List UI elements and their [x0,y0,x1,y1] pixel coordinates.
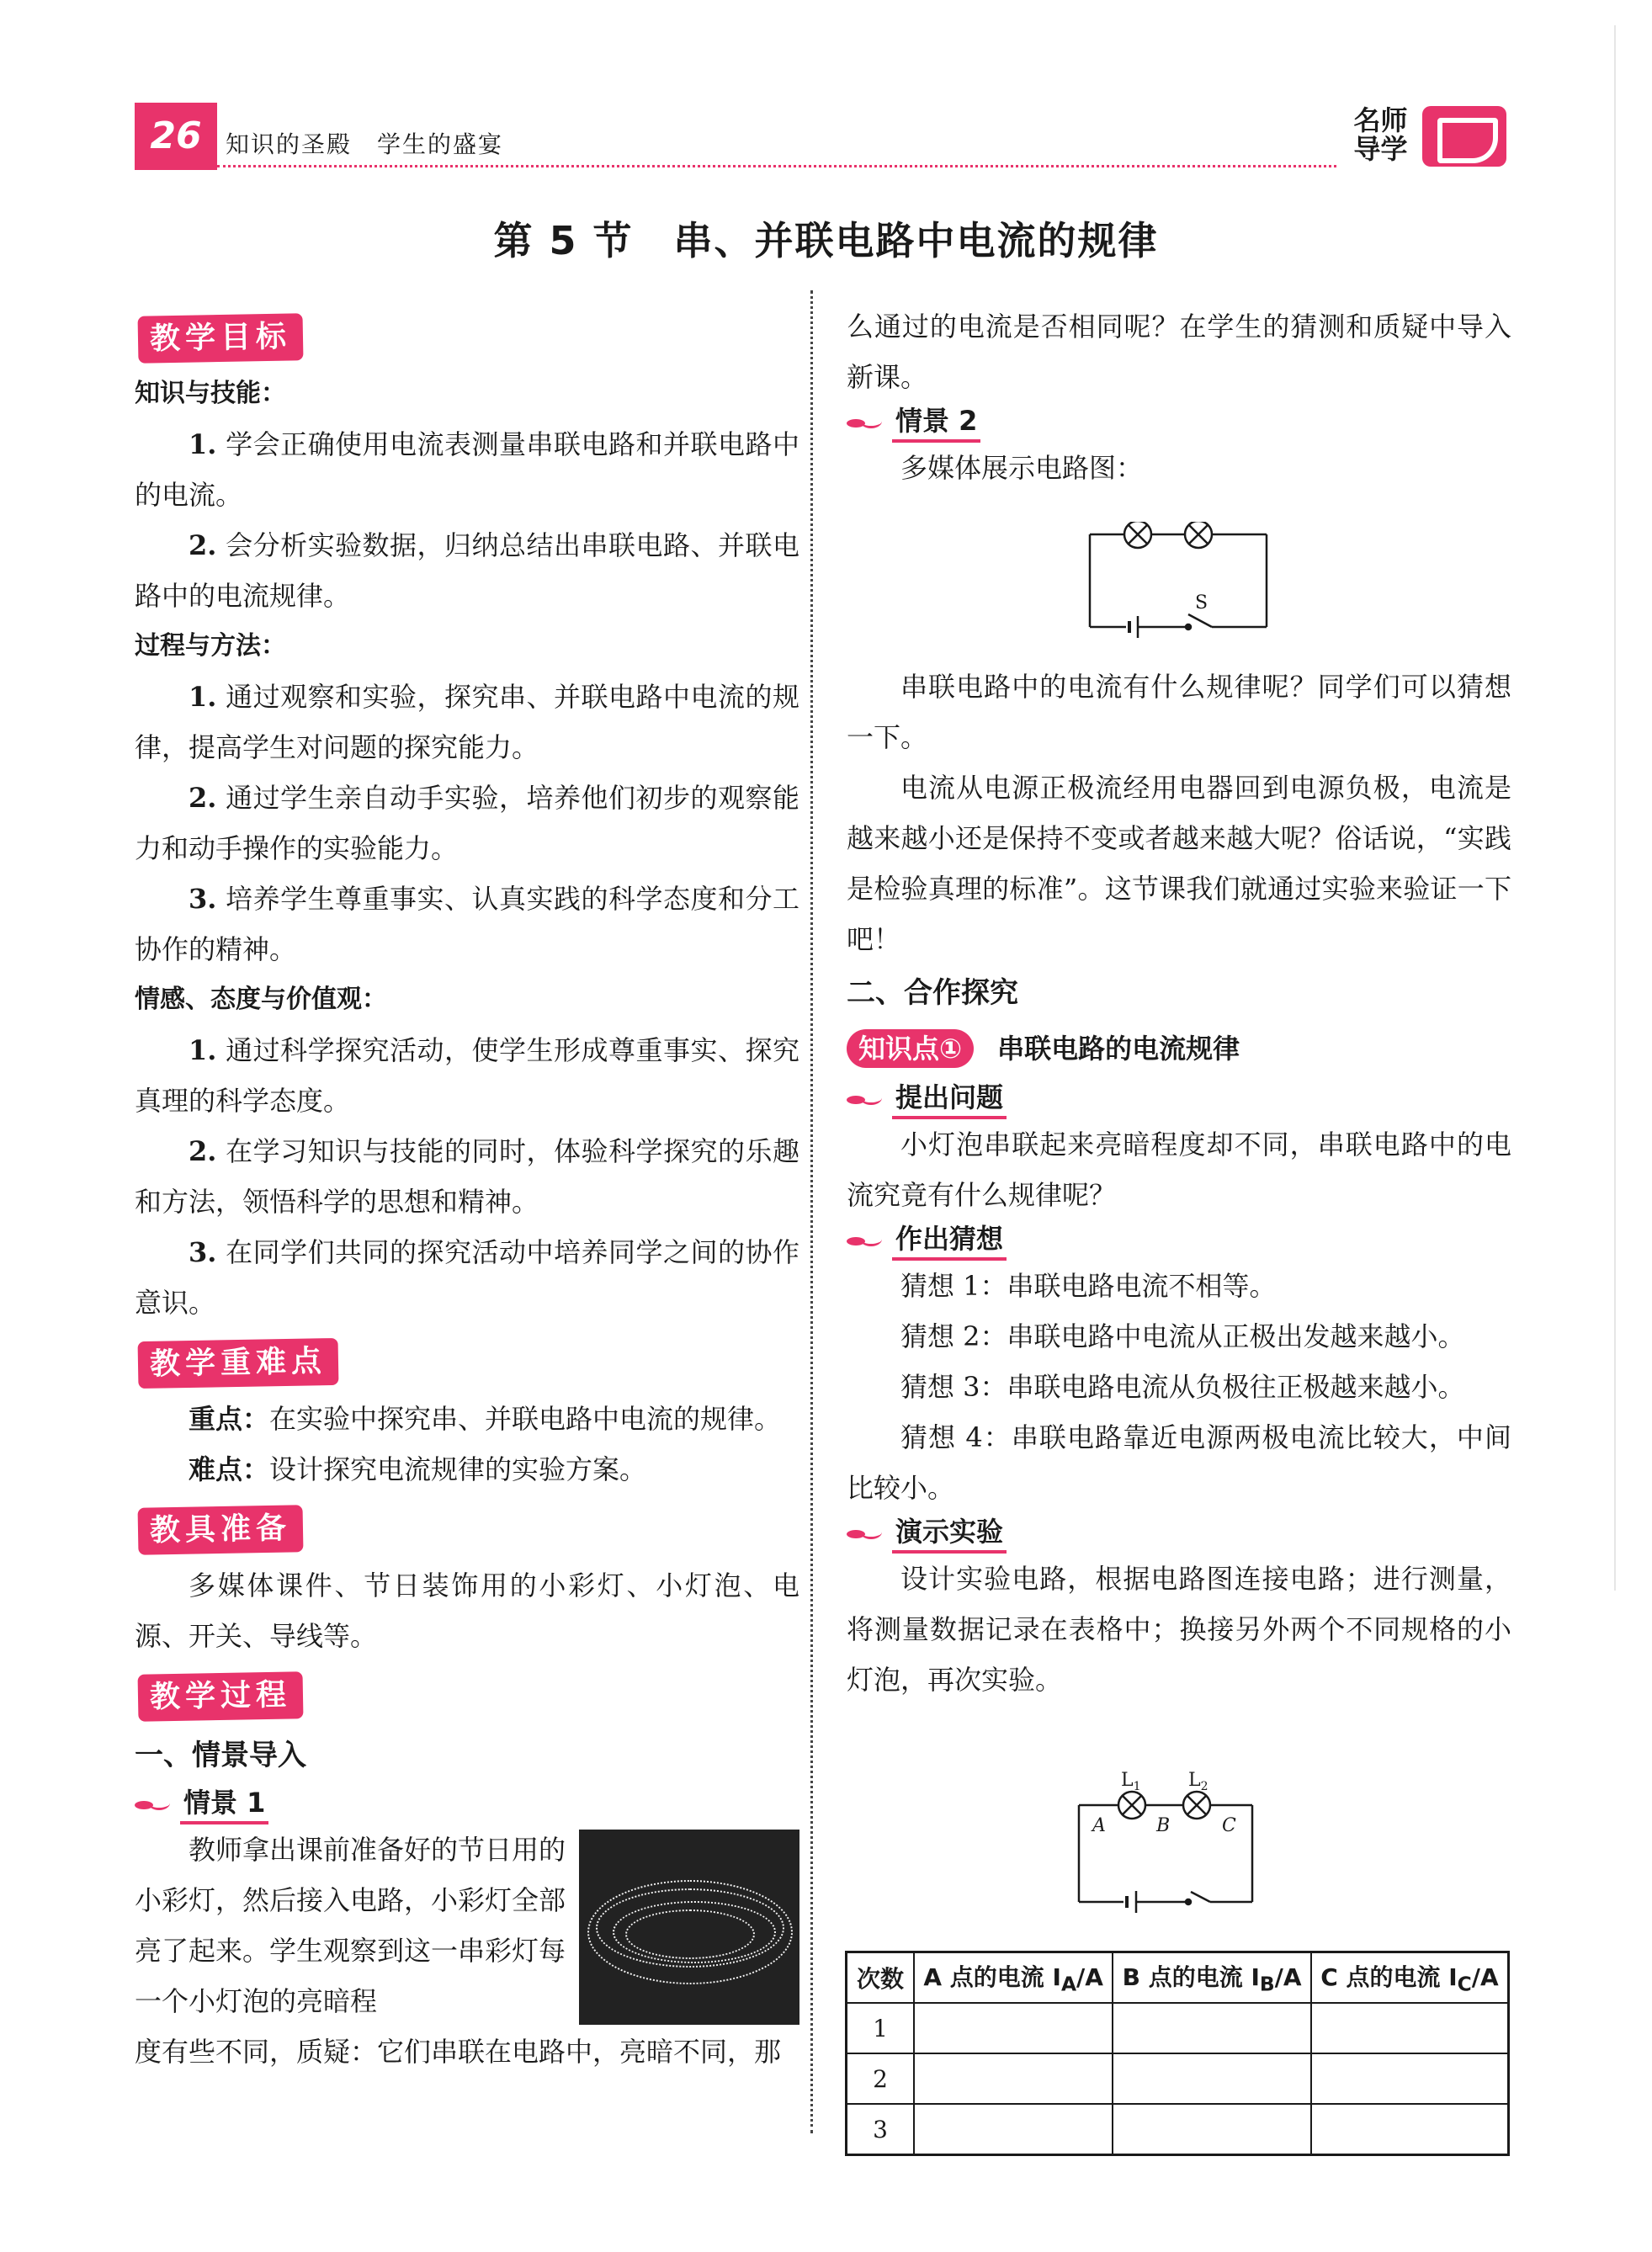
tools-banner: 教具准备 [138,1505,304,1554]
guess-4: 猜想 4：串联电路靠近电源两极电流比较大，中间比较小。 [847,1421,1511,1504]
question-text: 串联电路中的电流有什么规律呢？同学们可以猜想一下。 [847,671,1511,753]
table-row [847,2003,1509,2053]
knowledge-point-badge: 知识点① [847,1029,974,1068]
guess-label: 作出猜想 [847,1220,1511,1261]
guess-2: 猜想 2：串联电路中电流从正极出发越来越小。 [900,1320,1465,1352]
brand-line-2: 导学 [1353,133,1408,165]
series-circuit-diagram [1077,522,1279,640]
knowledge-item-2: 2. 会分析实验数据，归纳总结出串联电路、并联电路中的电流规律。 [135,529,799,612]
scene-1-block [135,1824,799,2026]
table-cell [1311,2053,1509,2104]
tools-text: 多媒体课件、节日装饰用的小彩灯、小灯泡、电源、开关、导线等。 [135,1569,799,1652]
continuation-text: 么通过的电流是否相同呢？在学生的猜测和质疑中导入新课。 [847,311,1511,393]
demo-text: 设计实验电路，根据电路图连接电路；进行测量，将测量数据记录在表格中；换接另外两个不同规格的小灯泡，再次实验。 [847,1563,1511,1696]
guess-3: 猜想 3：串联电路电流从负极往正极越来越小。 [900,1371,1465,1403]
scene-icon [847,1091,884,1107]
scene-2-text: 多媒体展示电路图： [900,452,1144,484]
lamp-l1-label: $L_1$ [1121,1770,1141,1793]
process-item-2: 2. 通过学生亲自动手实验，培养他们初步的观察能力和动手操作的实验能力。 [135,782,799,864]
cooperation-title: 二、合作探究 [847,976,1018,1010]
knowledge-point-row [847,1023,1511,1074]
goals-banner: 教学目标 [138,313,304,363]
key-point: 重点：在实验中探究串、并联电路中电流的规律。 [189,1403,782,1435]
process-item-3: 3. 培养学生尊重事实、认真实践的科学态度和分工协作的精神。 [135,883,799,965]
right-column [847,301,1511,1705]
col-header-a: A 点的电流 $I_A/A$ [914,1952,1113,2004]
question-text-2: 电流从电源正极流经用电器回到电源负极，电流是越来越小还是保持不变或者越来越大呢？俗话说，“实践是检验真理的标准”。这节课我们就通过实验来验证一下吧！ [847,772,1511,955]
brand-line-1: 名师 [1353,104,1408,136]
scene-1-text: 教师拿出课前准备好的节日用的小彩灯，然后接入电路，小彩灯全部亮了起来。学生观察到这一串彩灯每一个小灯泡的亮暗程 [135,1834,566,2017]
table-header-row [847,1952,1509,2004]
measurement-circuit-diagram [1069,1767,1262,1915]
col-header-trial: 次数 [847,1952,915,2004]
left-column [135,303,799,2077]
scene-icon [847,414,884,431]
ask-text: 小灯泡串联起来亮暗程度却不同，串联电路中的电流究竟有什么规律呢？ [847,1129,1511,1211]
point-c-label: C [1222,1815,1236,1836]
table-cell [1113,2053,1311,2104]
scene-icon [847,1525,884,1542]
knowledge-item-1: 1. 学会正确使用电流表测量串联电路和并联电路中的电流。 [135,428,799,511]
ask-label: 提出问题 [847,1079,1511,1119]
string-lights-photo [579,1830,799,2025]
col-header-b: B 点的电流 $I_B/A$ [1113,1952,1311,2004]
table-cell [914,2104,1113,2155]
header-divider [217,165,1336,167]
column-divider [810,290,813,2133]
point-b-label: B [1156,1815,1171,1836]
scene-icon [135,1796,172,1813]
header-motto: 知识的圣殿 学生的盛宴 [226,130,504,158]
table-cell [914,2053,1113,2104]
emotion-item-3: 3. 在同学们共同的探究活动中培养同学之间的协作意识。 [135,1236,799,1319]
page-number: 26 [135,103,217,170]
section-title: 第 5 节 串、并联电路中电流的规律 [493,218,1159,263]
table-cell [914,2003,1113,2053]
table-row [847,2104,1509,2155]
emotion-heading: 情感、态度与价值观： [135,985,387,1014]
table-row [847,2053,1509,2104]
brand-logo-icon [1422,106,1506,167]
scene-1-text-tail: 度有些不同，质疑：它们串联在电路中，亮暗不同，那 [135,2036,782,2068]
scene-2-label: 情景 2 [847,402,1511,443]
point-a-label: A [1092,1815,1106,1836]
process-heading: 过程与方法： [135,631,286,661]
difficult-point: 难点：设计探究电流规律的实验方案。 [189,1453,647,1485]
key-points-banner: 教学重难点 [138,1338,339,1389]
knowledge-point-title: 串联电路的电流规律 [997,1033,1240,1065]
table-cell [1311,2104,1509,2155]
trial-number: 2 [847,2053,915,2104]
intro-title: 一、情景导入 [135,1739,306,1772]
trial-number: 3 [847,2104,915,2155]
lamp-l2-label: $L_2$ [1188,1770,1208,1793]
guess-1: 猜想 1：串联电路电流不相等。 [900,1270,1277,1302]
emotion-item-2: 2. 在学习知识与技能的同时，体验科学探究的乐趣和方法，领悟科学的思想和精神。 [135,1135,799,1218]
col-header-c: C 点的电流 $I_C/A$ [1311,1952,1509,2004]
emotion-item-1: 1. 通过科学探究活动，使学生形成尊重事实、探究真理的科学态度。 [135,1034,799,1117]
current-data-table [845,1951,1510,2156]
brand-logo-text [1345,106,1416,163]
trial-number: 1 [847,2003,915,2053]
scene-1-label: 情景 1 [135,1784,799,1824]
knowledge-heading: 知识与技能： [135,379,286,408]
scene-icon [847,1232,884,1249]
switch-label: S [1195,592,1208,613]
process-banner: 教学过程 [138,1671,304,1721]
process-item-1: 1. 通过观察和实验，探究串、并联电路中电流的规律，提高学生对问题的探究能力。 [135,681,799,763]
table-cell [1113,2104,1311,2155]
demo-label: 演示实验 [847,1513,1511,1554]
table-cell [1311,2003,1509,2053]
table-cell [1113,2003,1311,2053]
